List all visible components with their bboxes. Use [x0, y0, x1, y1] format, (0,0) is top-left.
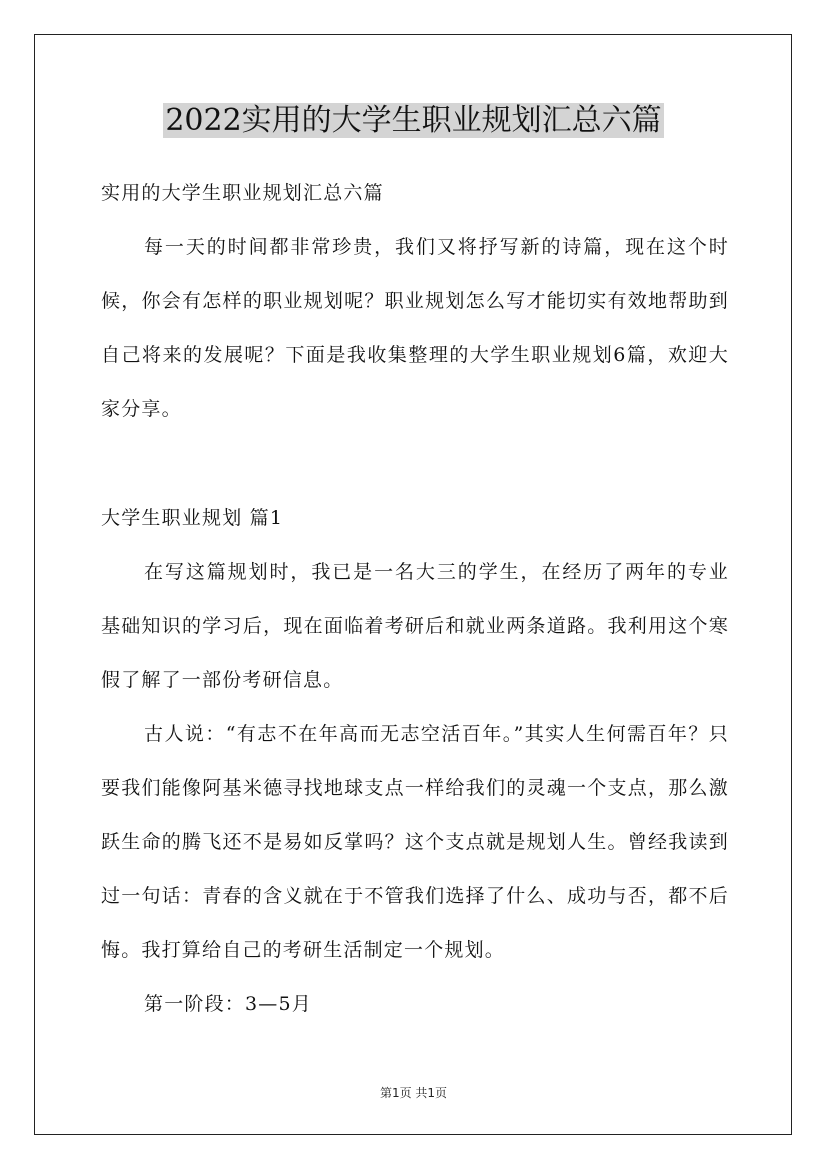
document-title-text: 2022实用的大学生职业规划汇总六篇: [165, 103, 662, 138]
page-number: 第1页 共1页: [379, 1086, 448, 1100]
stage-heading: 第一阶段：3—5月: [144, 993, 312, 1015]
document-title: [0, 101, 827, 141]
page-footer: [0, 1084, 827, 1101]
body-paragraph-2: 古人说：“有志不在年高而无志空活百年。”其实人生何需百年？只要我们能像阿基米德寻找地球支点一样给我们的灵魂一个支点，那么激跃生命的腾飞还不是易如反掌吗？这个支点就是规划人生。曾经我读到过一句话：青春的含义就在于不管我们选择了什么、成功与否，都不后悔。我打算给自己的考研生活制定一个规划。: [101, 723, 729, 961]
intro-paragraph: 每一天的时间都非常珍贵，我们又将抒写新的诗篇，现在这个时候，你会有怎样的职业规划呢？职业规划怎么写才能切实有效地帮助到自己将来的发展呢？下面是我收集整理的大学生职业规划6篇，欢迎大家分享。: [101, 236, 729, 420]
body-paragraph-1: 在写这篇规划时，我已是一名大三的学生，在经历了两年的专业基础知识的学习后，现在面临着考研后和就业两条道路。我利用这个寒假了解了一部份考研信息。: [101, 561, 729, 691]
document-subtitle: 实用的大学生职业规划汇总六篇: [101, 182, 384, 204]
section-heading: 大学生职业规划 篇1: [101, 507, 284, 529]
